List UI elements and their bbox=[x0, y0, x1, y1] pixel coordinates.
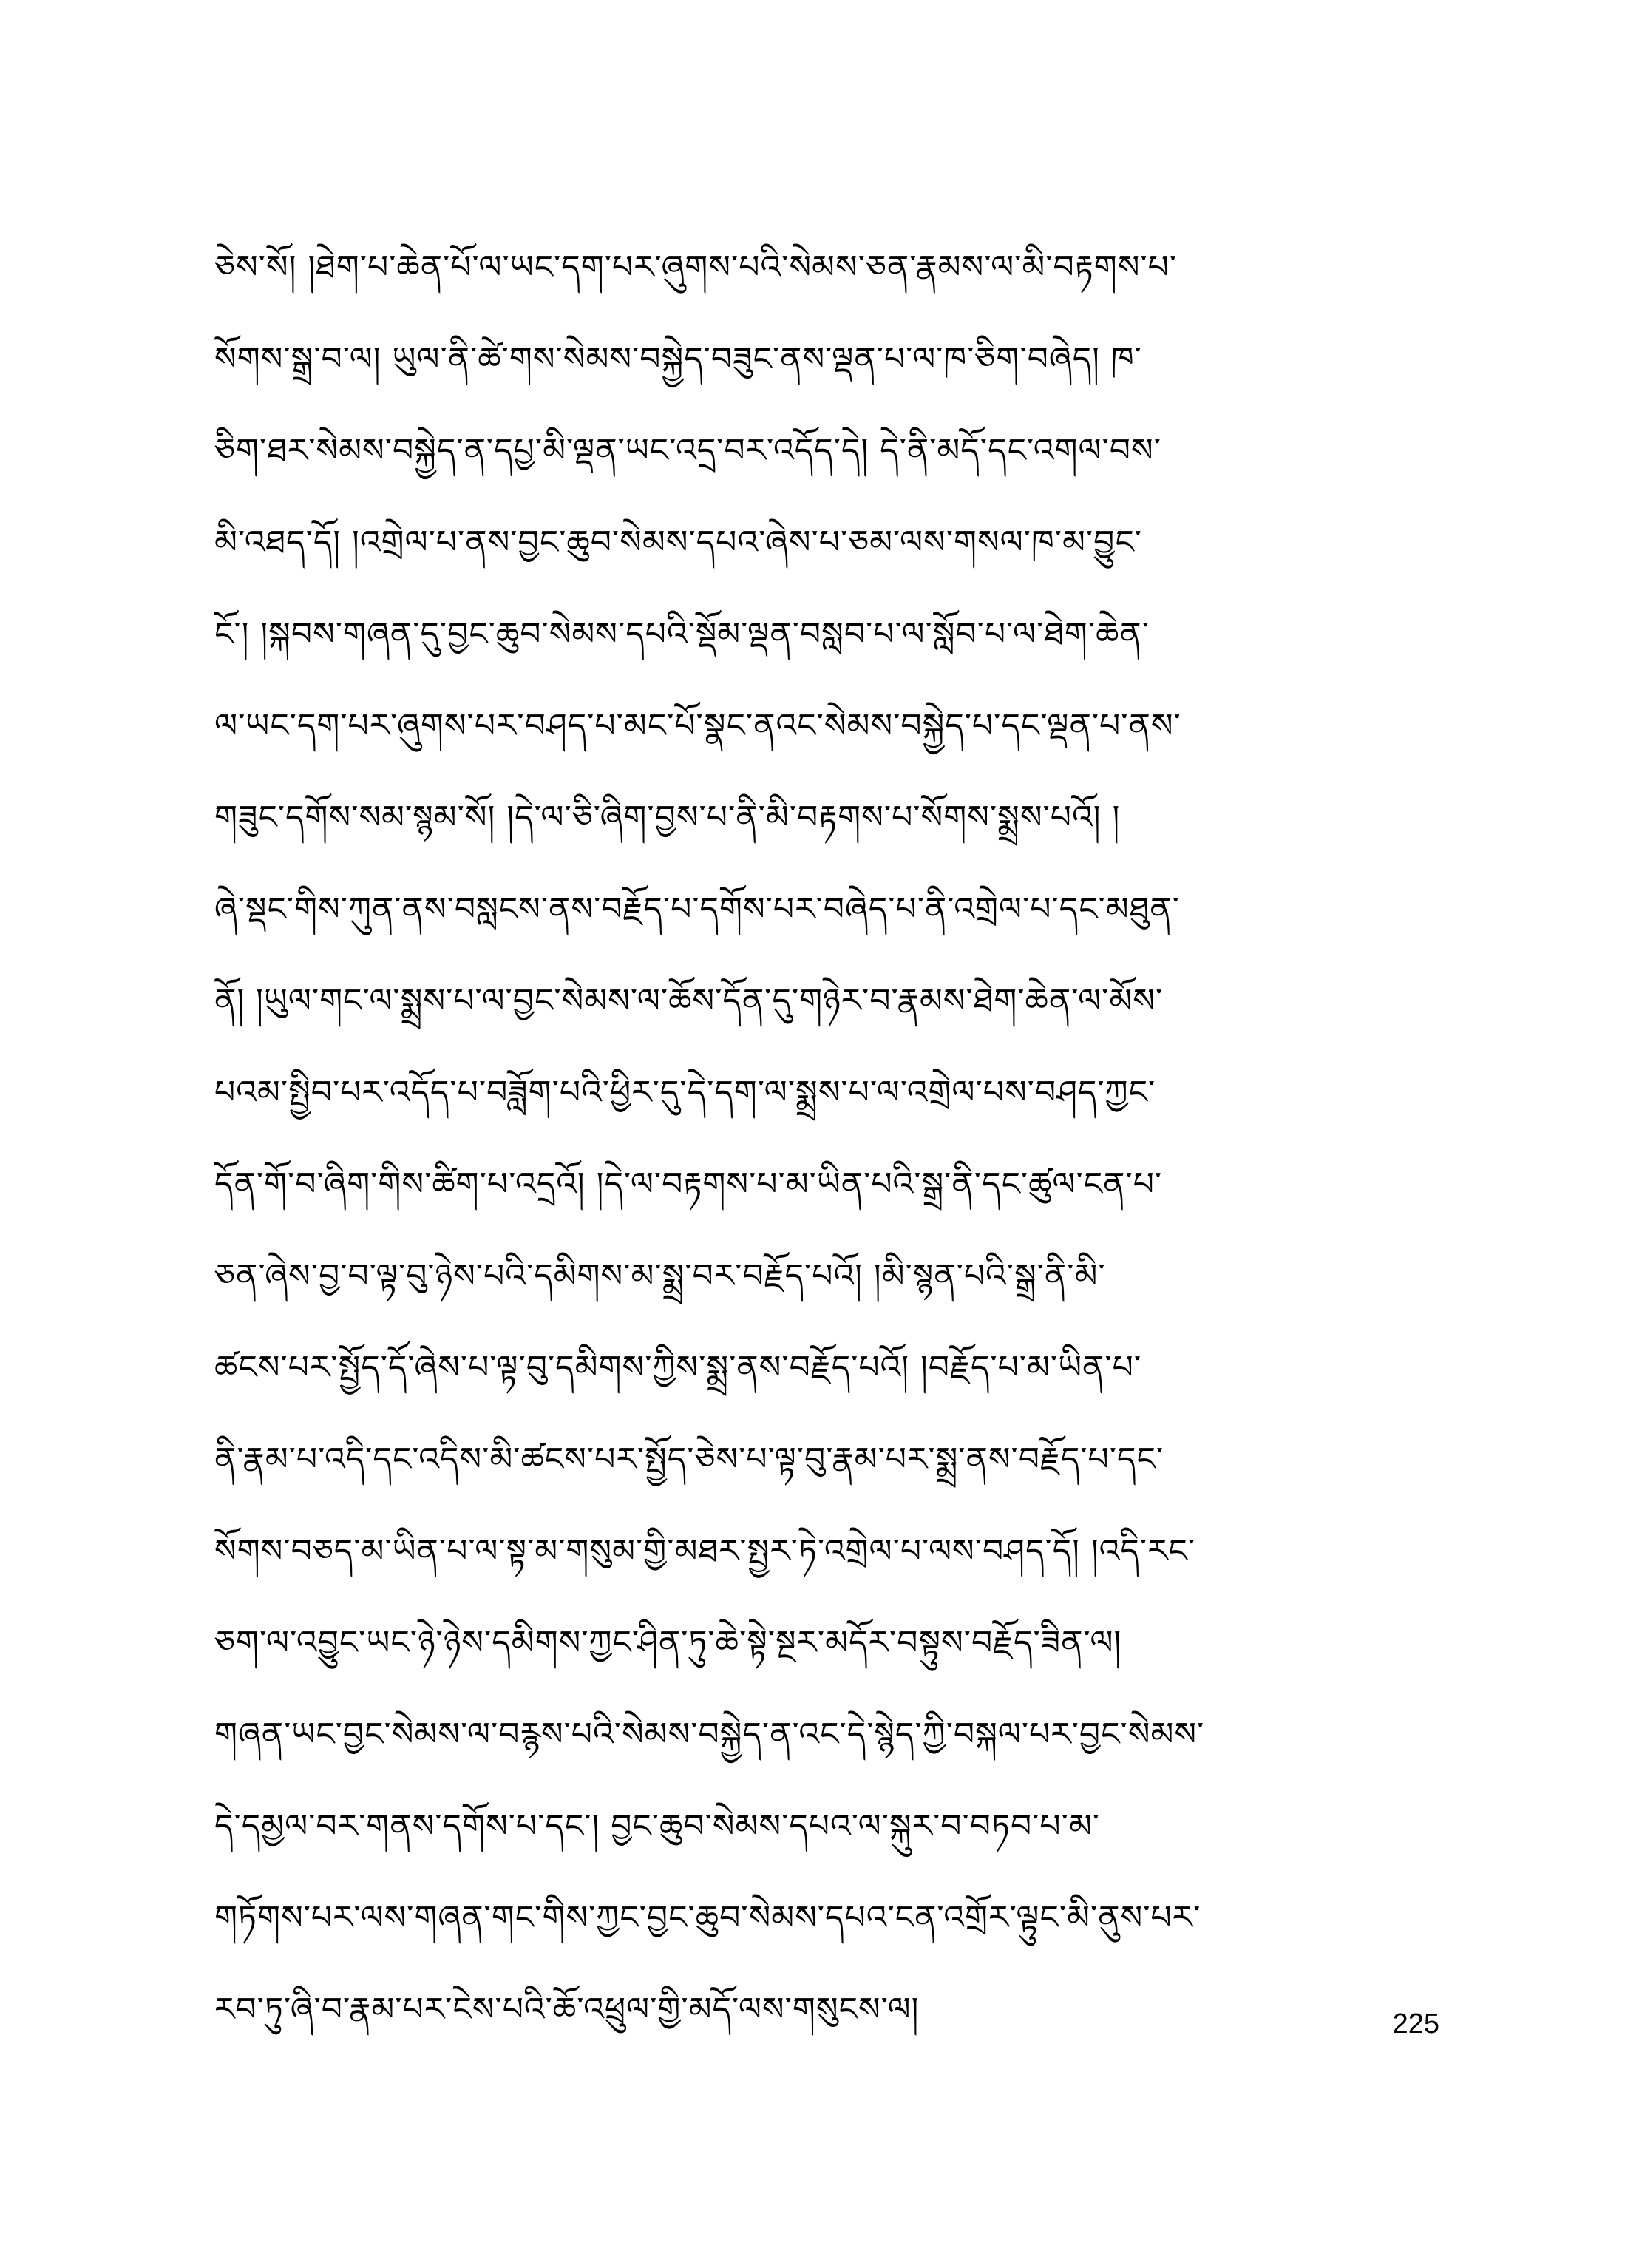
body-text bbox=[214, 222, 1438, 2056]
text-line: ལ་ཡང་དག་པར་ཞུགས་པར་བཤད་པ་མང་པོ་སྣང་ནའང་སེམས་བསྐྱེད་པ་དང་ལྡན་པ་ནས་ bbox=[214, 707, 1181, 745]
text-line: ཞེ་སྡང་གིས་ཀུན་ནས་བསླངས་ནས་བརྗོད་པ་དགོས་པར་བཞེད་པ་ནི་འགྲེལ་པ་དང་མཐུན་ bbox=[214, 890, 1180, 928]
text-line: ཅེས་སོ། །ཐེག་པ་ཆེན་པོ་ལ་ཡང་དག་པར་ཞུགས་པའི་སེམས་ཅན་རྣམས་ལ་མི་བརྟགས་པ་ bbox=[214, 248, 1178, 286]
text-line: དེ་དམྱལ་བར་གནས་དགོས་པ་དང་། བྱང་ཆུབ་སེམས་དཔའ་ལ་སྐུར་བ་བཏབ་པ་མ་ bbox=[214, 1807, 1100, 1845]
text-line: ཅན་ཞེས་བྱ་བ་ལྟ་བུ་ཉེས་པའི་དམིགས་མ་སྨྲ་བར་བརྗོད་པའོ། །མི་སྙན་པའི་སྒྲ་ནི་མི་ bbox=[214, 1257, 1106, 1295]
text-line: ནོ། །ཡུལ་གང་ལ་སྨྲས་པ་ལ་བྱང་སེམས་ལ་ཆོས་དོན་དུ་གཉེར་བ་རྣམས་ཐེག་ཆེན་ལ་མོས་ bbox=[214, 982, 1164, 1020]
page-number: 225 bbox=[1392, 2008, 1439, 2039]
text-line: ངོ་། །སྐབས་གཞན་དུ་བྱང་ཆུབ་སེམས་དཔའི་སྡོམ་ལྡན་བསླབ་པ་ལ་སློབ་པ་ལ་ཐེག་ཆེན་ bbox=[214, 615, 1150, 653]
text-line: སོགས་བཅད་མ་ཡིན་པ་ལ་སྟ་མ་གསུམ་གྱི་མཐར་སྤྱར་ཏེ་འགྲེལ་པ་ལས་བཤད་དོ། །འདི་རང་ bbox=[214, 1532, 1196, 1570]
text-line: ནི་རྣམ་པ་འདི་དང་འདིས་མི་ཚངས་པར་སྤྱོད་ཅེས་པ་ལྟ་བུ་རྣམ་པར་སྨྲ་ནས་བརྗོད་པ་དང་ bbox=[214, 1441, 1164, 1478]
text-line: གཟུང་དགོས་སམ་སྙམ་སོ། །དེ་ལ་ཅི་ཞིག་བྱས་པ་ནི་མི་བརྟགས་པ་སོགས་སྨྲས་པའོ། ། bbox=[214, 799, 1121, 836]
text-line: ཅིག་ཐར་སེམས་བསྐྱེད་ན་དཔྱ་མི་ལྡན་ཡང་འདྲ་བར་འདོད་དེ། དེ་ནི་མདོ་དང་འགལ་བས་ bbox=[214, 432, 1161, 470]
text-line: མི་འཐད་དོ། །འགྲེལ་པ་ནས་བྱང་ཆུབ་སེམས་དཔའ་ཞེས་པ་ཅམ་ལས་གསལ་ཁ་མ་བྱུང་ bbox=[214, 524, 1142, 561]
text-line: གཏོགས་པར་ལས་གཞན་གང་གིས་ཀྱང་བྱང་ཆུབ་སེམས་དཔའ་ངན་འགྲོར་ལྟུང་མི་ནུས་པར་ bbox=[214, 1899, 1201, 1937]
text-line: པའམ་སྤྱིབ་པར་འདོད་པ་བཟློག་པའི་ཕྱིར་དུ་དེ་དག་ལ་སྨྲས་པ་ལ་འགྲེལ་པས་བཤད་ཀྱང་ bbox=[214, 1074, 1156, 1111]
text-line: གཞན་ཡང་བྱང་སེམས་ལ་བརྙས་པའི་སེམས་བསྐྱེད་ན་འང་དེ་སྙེད་ཀྱི་བསྐལ་པར་བྱང་སེམས་ bbox=[214, 1716, 1205, 1753]
text-line: ཅག་ལ་འབྱུང་ཡང་ཉེ་ཉེས་དམིགས་ཀྱང་ཤིན་ཏུ་ཆེ་སྟེ་སྔར་མདོར་བསྟུས་བརྗོད་ཟིན་ལ། bbox=[214, 1624, 1122, 1662]
text-line: རབ་ཏུ་ཞི་བ་རྣམ་པར་ངེས་པའི་ཆོ་འཕྲུལ་གྱི་མདོ་ལས་གསུངས་ལ། bbox=[214, 1991, 920, 2028]
text-line: ཚངས་པར་སྤྱོད་དོ་ཞེས་པ་ལྟ་བུ་དམིགས་ཀྱིས་སྨྲ་ནས་བརྗོད་པའོ། །བརྗོད་པ་མ་ཡིན་པ་ bbox=[214, 1349, 1142, 1387]
text-line: སོགས་སྒྲ་བ་ལ། ཡུལ་ནི་ཚེ་གས་སེམས་བསྐྱེད་བཟུང་ནས་ལྡན་པ་ལ་ཁ་ཅིག་བཞེད། ཁ་ bbox=[214, 340, 1142, 378]
text-line: དོན་གོ་བ་ཞིག་གིས་ཚིག་པ་འདྲའོ། །དེ་ལ་བརྟགས་པ་མ་ཡིན་པའི་སྒྲ་ནི་དང་ཚུལ་ངན་པ་ bbox=[214, 1165, 1163, 1203]
